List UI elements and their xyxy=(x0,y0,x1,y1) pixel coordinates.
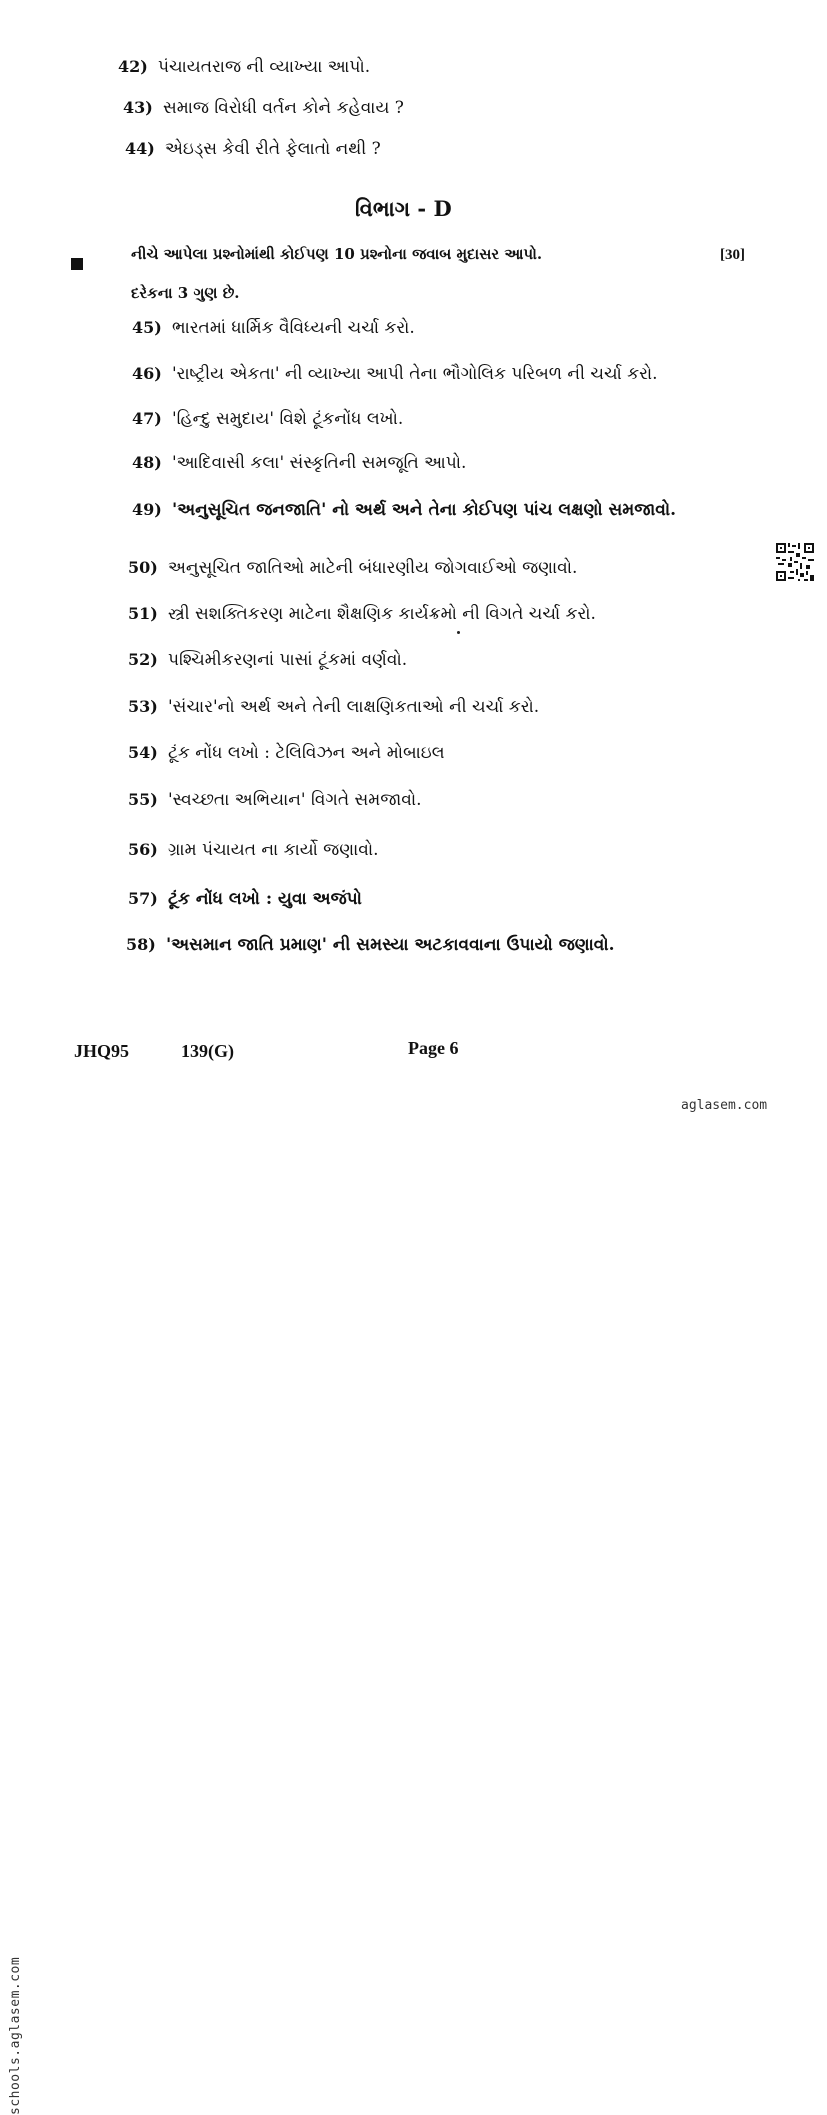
question-text: પશ્ચિમીકરણનાં પાસાં ટૂંકમાં વર્ણવો. xyxy=(168,650,408,670)
question-number: 57) xyxy=(128,889,158,908)
question-number: 49) xyxy=(132,500,162,519)
question-52 xyxy=(128,650,407,670)
question-text: 'સંચાર'નો અર્થ અને તેની લાક્ષણિકતાઓ ની ચર્ચા કરો. xyxy=(168,697,540,717)
section-instruction: નીચે આપેલા પ્રશ્નોમાંથી કોઈપણ 10 પ્રશ્નોના જવાબ મુદાસર આપો. xyxy=(131,245,543,263)
question-text: 'સ્વચ્છતા અભિયાન' વિગતે સમજાવો. xyxy=(168,790,422,810)
square-bullet-icon xyxy=(71,258,83,270)
section-marks-note: દરેકના 3 ગુણ છે. xyxy=(131,284,240,302)
question-number: 50) xyxy=(128,558,158,577)
question-50 xyxy=(128,558,577,578)
question-number: 48) xyxy=(132,453,162,472)
section-marks: [30] xyxy=(720,247,745,263)
stray-mark xyxy=(457,631,460,634)
question-56 xyxy=(128,840,379,860)
question-43 xyxy=(123,98,404,118)
question-58 xyxy=(126,935,615,955)
question-number: 42) xyxy=(118,57,148,76)
question-44 xyxy=(125,139,381,159)
question-number: 47) xyxy=(132,409,162,428)
question-51 xyxy=(128,604,596,624)
qr-code-icon xyxy=(776,543,814,581)
side-watermark: schools.aglasem.com xyxy=(8,1956,23,2115)
question-55 xyxy=(128,790,422,810)
question-text: 'આદિવાસી કલા' સંસ્કૃતિની સમજૂતિ આપો. xyxy=(172,453,467,473)
question-text: અનુસૂચિત જાતિઓ માટેની બંધારણીય જોગવાઈઓ જણાવો. xyxy=(168,558,578,578)
question-text: 'હિન્દુ સમુદાય' વિશે ટૂંકનોંધ લખો. xyxy=(172,409,404,429)
question-49 xyxy=(132,500,676,520)
page-number: Page 6 xyxy=(408,1038,459,1058)
question-53 xyxy=(128,697,539,717)
subject-code: 139(G) xyxy=(181,1041,234,1061)
bottom-watermark: aglasem.com xyxy=(681,1098,768,1113)
question-text: પંચાયતરાજ ની વ્યાખ્યા આપો. xyxy=(158,57,371,77)
question-number: 53) xyxy=(128,697,158,716)
question-47 xyxy=(132,409,403,429)
question-number: 56) xyxy=(128,840,158,859)
question-text: એઇડ્સ કેવી રીતે ફેલાતો નથી ? xyxy=(165,139,381,159)
question-46 xyxy=(132,364,658,384)
question-text: સમાજ વિરોધી વર્તન કોને કહેવાય ? xyxy=(163,98,404,118)
question-text: ગ્રામ પંચાયત ના કાર્યો જણાવો. xyxy=(168,840,379,860)
question-number: 54) xyxy=(128,743,158,762)
question-42 xyxy=(118,57,370,77)
question-45 xyxy=(132,318,415,338)
question-text: ટૂંક નોંધ લખો : યુવા અજંપો xyxy=(168,889,362,909)
section-title: વિભાગ - D xyxy=(355,196,452,221)
question-text: 'અસમાન જાતિ પ્રમાણ' ની સમસ્યા અટકાવવાના ઉપાયો જણાવો. xyxy=(166,935,615,955)
question-text: 'અનુસૂચિત જનજાતિ' નો અર્થ અને તેના કોઈપણ પાંચ લક્ષણો સમજાવો. xyxy=(172,500,677,520)
question-number: 51) xyxy=(128,604,158,623)
question-number: 44) xyxy=(125,139,155,158)
question-text: ટૂંક નોંધ લખો : ટેલિવિઝન અને મોબાઇલ xyxy=(168,743,445,763)
question-number: 46) xyxy=(132,364,162,383)
question-number: 43) xyxy=(123,98,153,117)
question-48 xyxy=(132,453,466,473)
question-text: સ્ત્રી સશક્તિકરણ માટેના શૈક્ષણિક કાર્યક્રમો ની વિગતે ચર્ચા કરો. xyxy=(168,604,596,624)
question-text: ભારતમાં ધાર્મિક વૈવિધ્યની ચર્ચા કરો. xyxy=(172,318,415,338)
question-54 xyxy=(128,743,445,763)
question-number: 55) xyxy=(128,790,158,809)
question-number: 58) xyxy=(126,935,156,954)
question-text: 'રાષ્ટ્રીય એકતા' ની વ્યાખ્યા આપી તેના ભૌગોલિક પરિબળ ની ચર્ચા કરો. xyxy=(172,364,658,384)
question-number: 52) xyxy=(128,650,158,669)
question-57 xyxy=(128,889,362,909)
paper-code: JHQ95 xyxy=(74,1041,130,1061)
question-number: 45) xyxy=(132,318,162,337)
